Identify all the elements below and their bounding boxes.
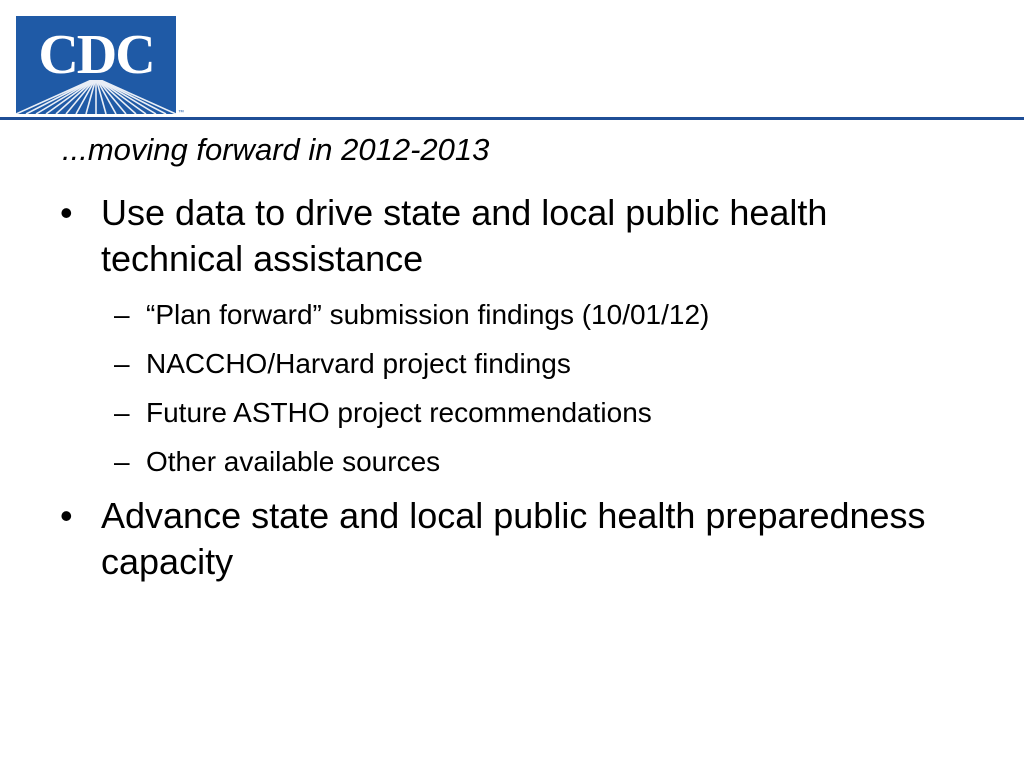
- sub-bullet-item: [0, 444, 1024, 480]
- sub-bullet-text: “Plan forward” submission findings (10/01/12): [146, 299, 710, 330]
- bullet-text: Advance state and local public health preparedness capacity: [101, 495, 926, 582]
- bullet-list: [0, 190, 1024, 585]
- cdc-logo: [16, 16, 184, 118]
- sub-bullet-list: [0, 297, 1024, 480]
- bullet-marker: •: [60, 192, 73, 233]
- header-rule: [0, 117, 1024, 120]
- bullet-text: Use data to drive state and local public health technical assistance: [101, 192, 828, 279]
- cdc-logo-text: CDC: [38, 24, 154, 86]
- dash-marker: –: [114, 299, 130, 330]
- sub-bullet-text: Future ASTHO project recommendations: [146, 397, 652, 428]
- sub-bullet-item: [0, 346, 1024, 382]
- dash-marker: –: [114, 397, 130, 428]
- sub-bullet-item: [0, 297, 1024, 333]
- bullet-item: [0, 493, 941, 585]
- svg-text:™: ™: [178, 110, 184, 116]
- sub-bullet-text: NACCHO/Harvard project findings: [146, 348, 571, 379]
- bullet-marker: •: [60, 495, 73, 536]
- sub-bullet-text: Other available sources: [146, 446, 441, 477]
- bullet-item: [0, 190, 941, 282]
- dash-marker: –: [114, 348, 130, 379]
- dash-marker: –: [114, 446, 130, 477]
- sub-bullet-item: [0, 395, 1024, 431]
- slide-title: ...moving forward in 2012-2013: [62, 132, 490, 167]
